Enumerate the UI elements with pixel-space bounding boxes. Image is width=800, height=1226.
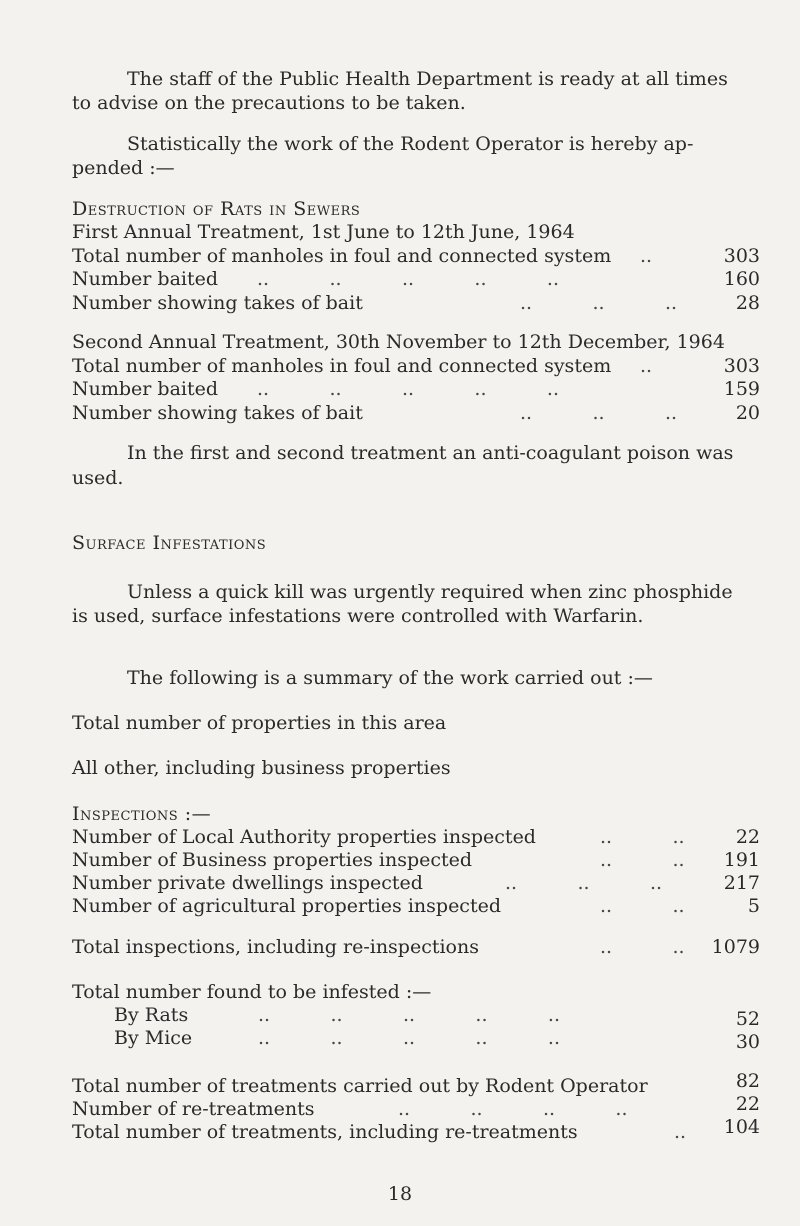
second-row-value: 159 bbox=[723, 378, 760, 400]
surface-para-line-1: Unless a quick kill was urgently required when zinc phosphide bbox=[127, 581, 733, 603]
treatments-row-value: 104 bbox=[723, 1116, 760, 1138]
first-row-value: 303 bbox=[723, 245, 760, 267]
inspection-row-label: Number of agricultural properties inspected bbox=[72, 895, 501, 917]
second-row-label: Number showing takes of bait bbox=[72, 402, 363, 424]
first-row-value: 28 bbox=[735, 292, 760, 314]
intro-line-4: pended :— bbox=[72, 157, 175, 179]
all-other-properties-label: All other, including business properties bbox=[72, 757, 451, 779]
second-treatment-title: Second Annual Treatment, 30th November to 12th December, 1964 bbox=[72, 331, 725, 353]
infested-label: Total number found to be infested :— bbox=[72, 981, 432, 1003]
total-properties-label: Total number of properties in this area bbox=[72, 712, 447, 734]
sewers-heading: Destruction of Rats in Sewers bbox=[72, 198, 361, 220]
by-mice-label: By Mice bbox=[114, 1027, 193, 1049]
treatments-row-label: Total number of treatments carried out by Rodent Operator bbox=[72, 1075, 648, 1097]
first-row-label: Number showing takes of bait bbox=[72, 292, 363, 314]
leader-dots: .. .. .. .. .. bbox=[258, 1027, 560, 1049]
inspection-row-value: 22 bbox=[735, 826, 760, 848]
treatments-row-value: 22 bbox=[735, 1093, 760, 1115]
inspection-row-value: 191 bbox=[723, 849, 760, 871]
total-inspections-value: 1079 bbox=[711, 936, 760, 958]
treatments-row-value: 82 bbox=[735, 1070, 760, 1092]
second-row-label: Number baited bbox=[72, 378, 219, 400]
inspection-row-label: Number of Local Authority properties inspected bbox=[72, 826, 536, 848]
first-treatment-title: First Annual Treatment, 1st June to 12th June, 1964 bbox=[72, 221, 575, 243]
anticoagulant-note-line-2: used. bbox=[72, 467, 124, 489]
inspection-row-value: 5 bbox=[747, 895, 760, 917]
leader-dots: .. .. bbox=[600, 936, 685, 958]
first-row-label: Total number of manholes in foul and connected system bbox=[72, 245, 612, 267]
leader-dots: .. .. bbox=[600, 849, 685, 871]
inspection-row-label: Number of Business properties inspected bbox=[72, 849, 473, 871]
second-row-value: 303 bbox=[723, 355, 760, 377]
inspection-row-label: Number private dwellings inspected bbox=[72, 872, 423, 894]
leader-dots: .. .. .. bbox=[505, 872, 663, 894]
intro-line-2: to advise on the precautions to be taken. bbox=[72, 92, 466, 114]
by-rats-label: By Rats bbox=[114, 1004, 189, 1026]
leader-dots: .. .. bbox=[600, 895, 685, 917]
leader-dots: .. .. .. bbox=[520, 292, 678, 314]
leader-dots: .. .. .. .. bbox=[398, 1098, 628, 1120]
leader-dots: .. .. .. .. .. bbox=[258, 1004, 560, 1026]
second-row-label: Total number of manholes in foul and connected system bbox=[72, 355, 612, 377]
intro-line-3: Statistically the work of the Rodent Operator is hereby ap- bbox=[127, 133, 694, 155]
anticoagulant-note-line-1: In the first and second treatment an anti-coagulant poison was bbox=[127, 442, 734, 464]
summary-intro: The following is a summary of the work carried out :— bbox=[127, 667, 653, 689]
leader-dots: .. .. .. .. .. bbox=[257, 268, 559, 290]
surface-para-line-2: is used, surface infestations were controlled with Warfarin. bbox=[72, 605, 644, 627]
by-rats-value: 52 bbox=[735, 1008, 760, 1030]
intro-line-1: The staff of the Public Health Department is ready at all times bbox=[127, 68, 728, 90]
treatments-row-label: Total number of treatments, including re-treatments bbox=[72, 1121, 578, 1143]
by-mice-value: 30 bbox=[735, 1031, 760, 1053]
leader-dots: .. .. bbox=[600, 826, 685, 848]
second-row-value: 20 bbox=[735, 402, 760, 424]
total-inspections-label: Total inspections, including re-inspections bbox=[72, 936, 479, 958]
leader-dots: .. bbox=[640, 245, 653, 267]
leader-dots: .. bbox=[674, 1121, 687, 1143]
leader-dots: .. .. .. bbox=[520, 402, 678, 424]
inspections-heading: Inspections :— bbox=[72, 803, 212, 825]
page-number: 18 bbox=[387, 1183, 413, 1205]
leader-dots: .. bbox=[640, 355, 653, 377]
first-row-label: Number baited bbox=[72, 268, 219, 290]
surface-heading: Surface Infestations bbox=[72, 532, 267, 554]
treatments-row-label: Number of re-treatments bbox=[72, 1098, 315, 1120]
inspection-row-value: 217 bbox=[723, 872, 760, 894]
leader-dots: .. .. .. .. .. bbox=[257, 378, 559, 400]
first-row-value: 160 bbox=[723, 268, 760, 290]
